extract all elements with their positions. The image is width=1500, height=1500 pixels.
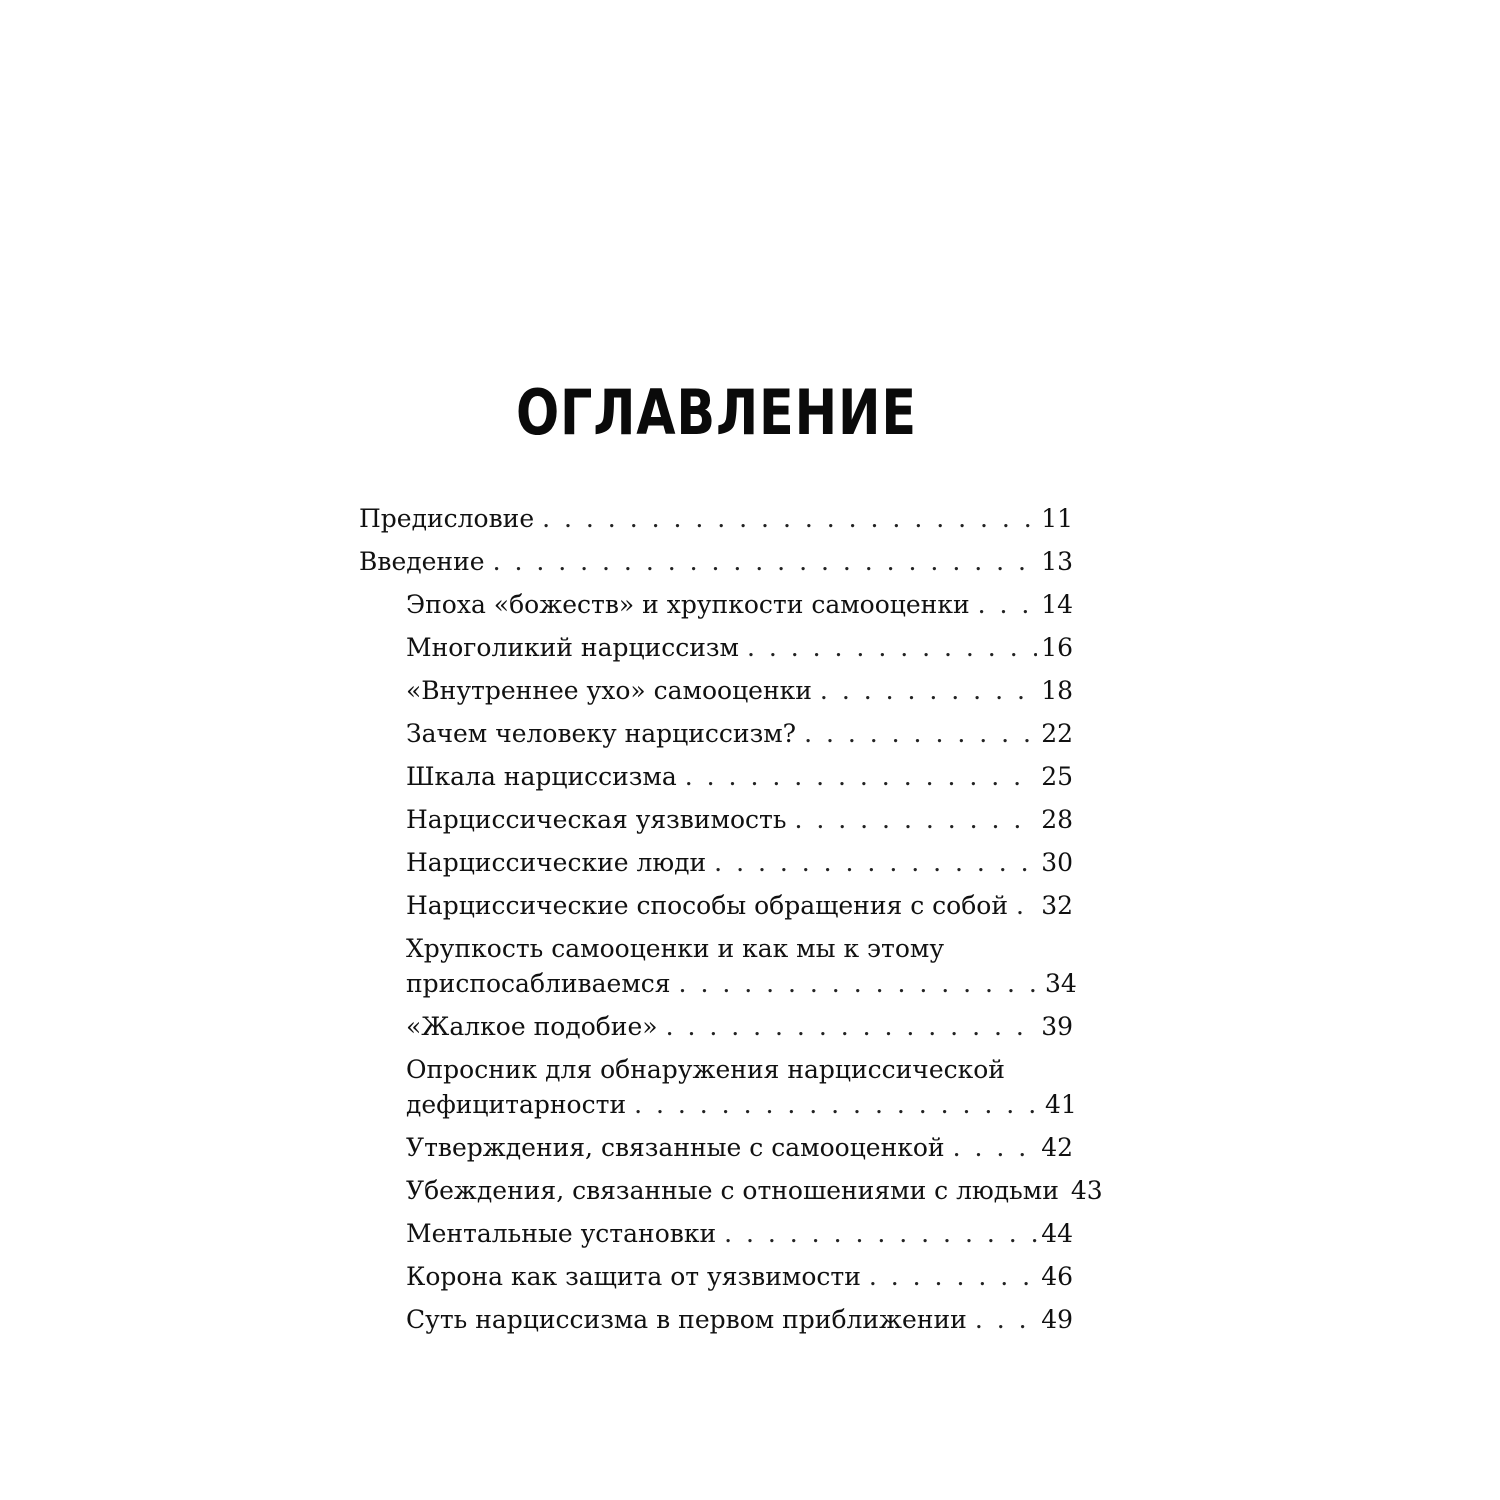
dot-leader xyxy=(820,673,1037,708)
dot-leader xyxy=(953,1130,1038,1165)
dot-leader xyxy=(747,630,1037,665)
toc-entry-label: Убеждения, связанные с отношениями с людьми xyxy=(406,1176,1059,1205)
toc-page-number: 18 xyxy=(1041,676,1073,705)
toc-page-number: 28 xyxy=(1041,805,1073,834)
toc-entry-label: Нарциссические способы обращения с собой xyxy=(406,891,1008,920)
toc-page-number: 34 xyxy=(1045,969,1077,998)
toc-entry[interactable] xyxy=(406,888,1073,923)
toc-entry-label-line1: Опросник для обнаружения нарциссической xyxy=(406,1055,1005,1084)
toc-page-number: 46 xyxy=(1041,1262,1073,1291)
toc-page-number: 41 xyxy=(1045,1090,1077,1119)
toc-entry-label-line1: Хрупкость самооценки и как мы к этому xyxy=(406,934,945,963)
toc-page-number: 49 xyxy=(1041,1305,1073,1334)
toc-entry-label: Многоликий нарциссизм xyxy=(406,633,739,662)
toc-page-number: 22 xyxy=(1041,719,1073,748)
dot-leader xyxy=(794,802,1037,837)
toc-page-number: 44 xyxy=(1041,1219,1073,1248)
dot-leader xyxy=(1016,888,1037,923)
toc-entry[interactable] xyxy=(406,630,1073,665)
toc-page-number: 13 xyxy=(1041,547,1073,576)
toc-page-number: 25 xyxy=(1041,762,1073,791)
dot-leader xyxy=(634,1087,1041,1122)
dot-leader xyxy=(493,544,1038,579)
dot-leader xyxy=(666,1009,1038,1044)
toc-entry[interactable] xyxy=(406,587,1073,622)
toc-page-number: 14 xyxy=(1041,590,1073,619)
toc-entry-label: Ментальные установки xyxy=(406,1219,717,1248)
toc-entry-label: Введение xyxy=(359,547,485,576)
toc-entry-label-line2: приспосабливаемся xyxy=(406,969,671,998)
toc-entry-label: Утверждения, связанные с самооценкой xyxy=(406,1133,945,1162)
toc-page-number: 42 xyxy=(1041,1133,1073,1162)
toc-entry-preface[interactable] xyxy=(359,501,1073,536)
dot-leader xyxy=(978,587,1038,622)
toc-entry[interactable] xyxy=(406,673,1073,708)
page-title: ОГЛАВЛЕНИЕ xyxy=(515,376,917,449)
toc-page-number: 11 xyxy=(1041,504,1073,533)
toc-page-number: 39 xyxy=(1041,1012,1073,1041)
toc-entry[interactable] xyxy=(406,1302,1073,1337)
toc-entry-label: Предисловие xyxy=(359,504,535,533)
toc-entry-introduction[interactable] xyxy=(359,544,1073,579)
table-of-contents xyxy=(359,501,1103,1345)
dot-leader xyxy=(804,716,1037,751)
dot-leader xyxy=(975,1302,1037,1337)
toc-entry[interactable] xyxy=(406,1009,1073,1044)
dot-leader xyxy=(869,1259,1037,1294)
toc-entry-multiline[interactable] xyxy=(406,931,1077,1001)
toc-entry[interactable] xyxy=(406,802,1073,837)
toc-page-number: 32 xyxy=(1041,891,1073,920)
toc-entry-label: Зачем человеку нарциссизм? xyxy=(406,719,797,748)
dot-leader xyxy=(679,966,1041,1001)
toc-entry-label: Эпоха «божеств» и хрупкости самооценки xyxy=(406,590,970,619)
dot-leader xyxy=(685,759,1037,794)
toc-entry[interactable] xyxy=(406,1130,1073,1165)
toc-entry-multiline[interactable] xyxy=(406,1052,1077,1122)
toc-entry[interactable] xyxy=(406,1173,1103,1208)
toc-entry-label: Нарциссическая уязвимость xyxy=(406,805,787,834)
dot-leader xyxy=(542,501,1037,536)
toc-entry[interactable] xyxy=(406,1216,1073,1251)
toc-page-number: 30 xyxy=(1041,848,1073,877)
toc-entry[interactable] xyxy=(406,1259,1073,1294)
toc-entry-label: «Внутреннее ухо» самооценки xyxy=(406,676,812,705)
toc-entry-label: Шкала нарциссизма xyxy=(406,762,677,791)
toc-page-number: 43 xyxy=(1070,1176,1103,1205)
toc-entry-label-line2: дефицитарности xyxy=(406,1090,627,1119)
toc-page-number: 16 xyxy=(1041,633,1073,662)
toc-entry[interactable] xyxy=(406,759,1073,794)
toc-entry[interactable] xyxy=(406,716,1073,751)
toc-entry-label: Нарциссические люди xyxy=(406,848,707,877)
toc-entry-label: Корона как защита от уязвимости xyxy=(406,1262,861,1291)
toc-entry-label: «Жалкое подобие» xyxy=(406,1012,658,1041)
toc-entry-label: Суть нарциссизма в первом приближении xyxy=(406,1305,967,1334)
dot-leader xyxy=(714,845,1037,880)
dot-leader xyxy=(724,1216,1037,1251)
toc-entry[interactable] xyxy=(406,845,1073,880)
